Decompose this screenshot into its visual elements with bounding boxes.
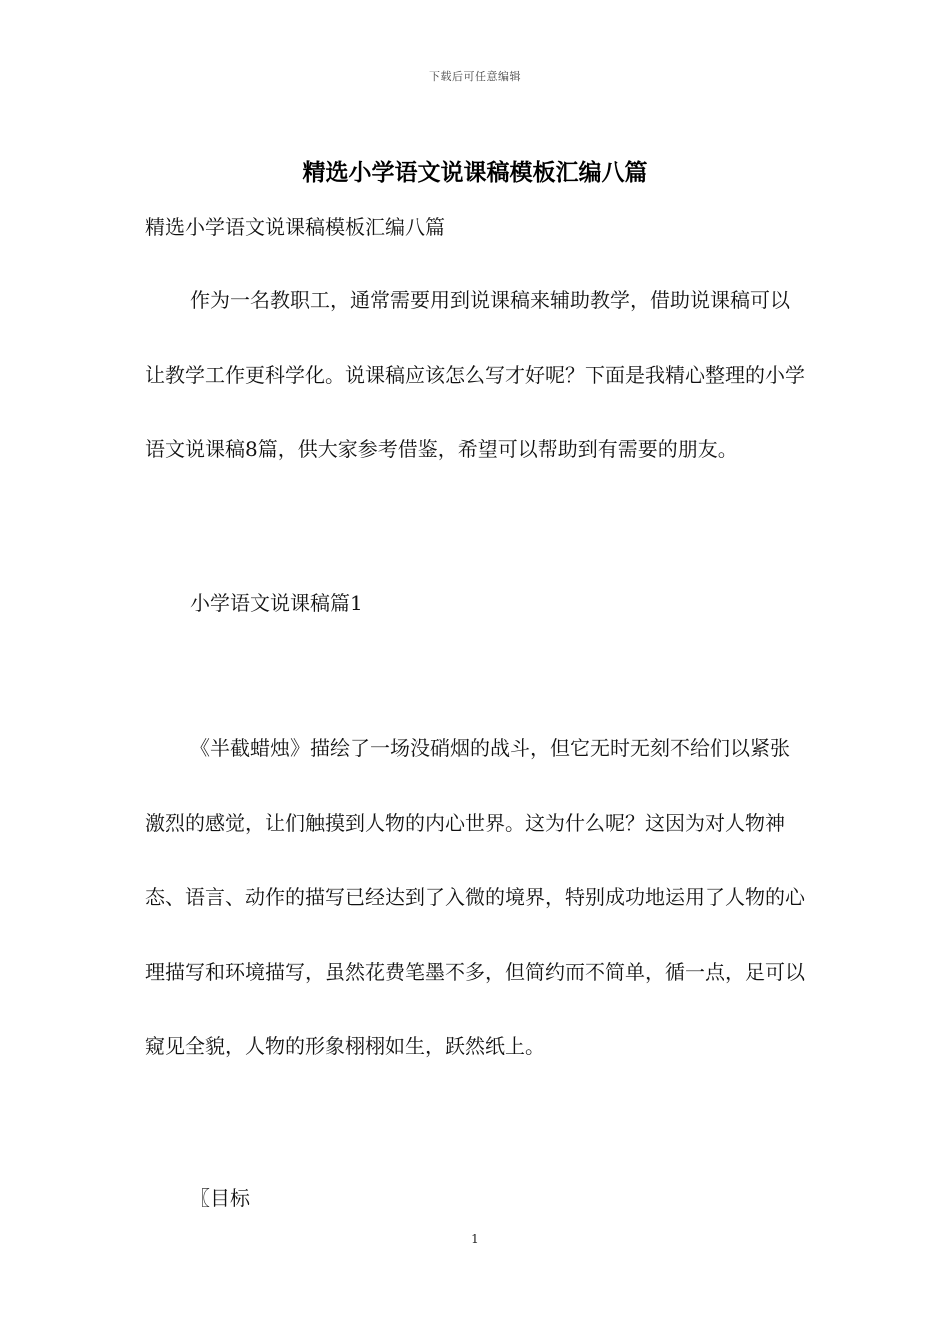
header-note: 下载后可任意编辑 <box>429 70 521 83</box>
next-heading: 〖目标 <box>190 1186 250 1210</box>
section-heading: 小学语文说课稿篇1 <box>190 591 363 615</box>
intro-paragraph: 作为一名教职工，通常需要用到说课稿来辅助教学，借助说课稿可以让教学工作更科学化。说课稿应该怎么写才好呢？下面是我精心整理的小学语文说课稿8篇，供大家参考借鉴，希望可以帮助到有需要的朋友。 <box>145 288 805 461</box>
page-number: 1 <box>471 1232 479 1246</box>
body-paragraph: 《半截蜡烛》描绘了一场没硝烟的战斗，但它无时无刻不给们以紧张激烈的感觉，让们触摸到人物的内心世界。这为什么呢？这因为对人物神态、语言、动作的描写已经达到了入微的境界，特别成功地运用了人物的心理描写和环境描写，虽然花费笔墨不多，但简约而不简单，循一点，足可以窥见全貌，人物的形象栩栩如生，跃然纸上。 <box>145 736 805 1058</box>
document-title: 精选小学语文说课稿模板汇编八篇 <box>302 159 648 186</box>
document-subtitle: 精选小学语文说课稿模板汇编八篇 <box>145 215 445 239</box>
